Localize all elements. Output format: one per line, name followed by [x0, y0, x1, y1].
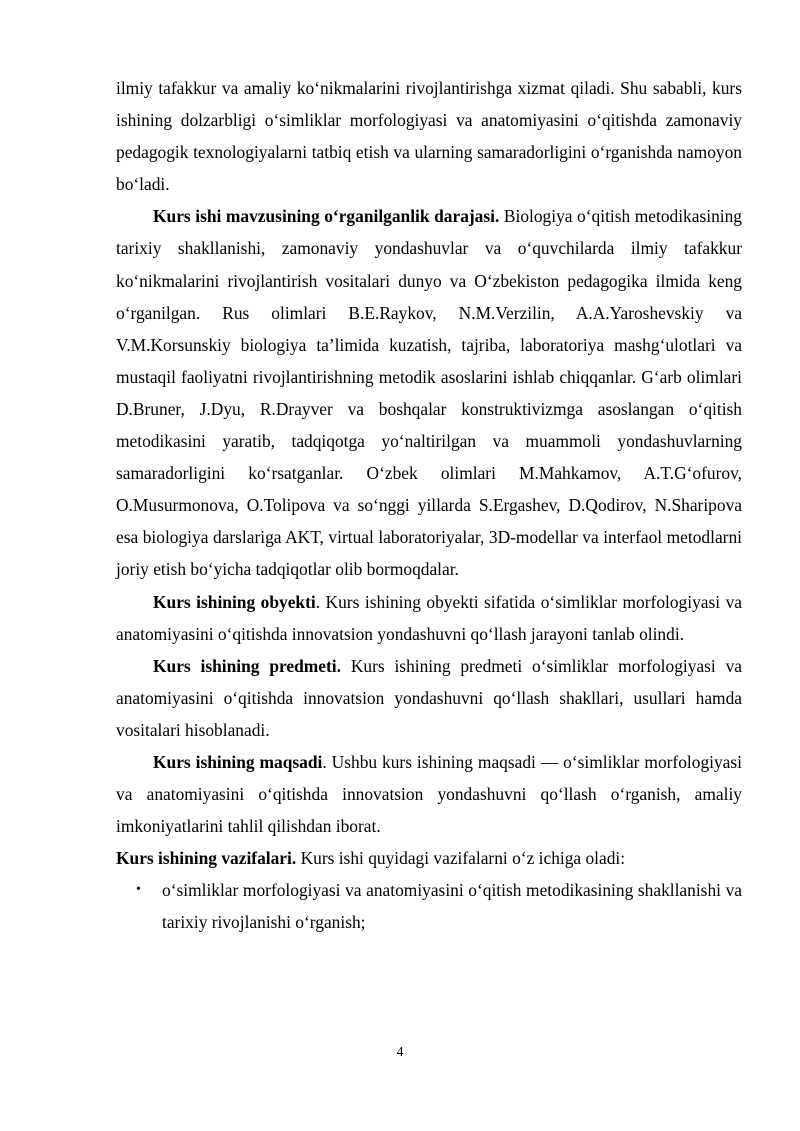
paragraph-object [116, 586, 742, 650]
paragraph-text: . Kurs ishining obyekti sifatida o‘simliklar morfologiyasi va anatomiyasini o‘qitishda innovatsion yondashuvni qo‘llash jarayoni tanlab olindi. [116, 591, 742, 644]
tasks-list [116, 874, 742, 938]
page-number: 4 [396, 1045, 404, 1060]
list-item [116, 874, 742, 938]
paragraph-text: . Ushbu kurs ishining maqsadi — o‘simliklar morfologiyasi va anatomiyasini o‘qitishda innovatsion yondashuvni qo‘llash o‘rganish, amaliy imkoniyatlarini tahlil qilishdan iborat. [116, 751, 742, 837]
paragraph-text: Kurs ishi quyidagi vazifalarni o‘z ichiga oladi: [296, 848, 626, 869]
paragraph-text: Kurs ishining predmeti o‘simliklar morfologiyasi va anatomiyasini o‘qitishda innovatsion yondashuvni qo‘llash shakllari, usullari hamda vositalari hisoblanadi. [116, 655, 742, 740]
paragraph-text: ilmiy tafakkur va amaliy ko‘nikmalarini rivojlantirishga xizmat qiladi. Shu sababli, kurs ishining dolzarbligi o‘simliklar morfologiyasi va anatomiyasini o‘qitishda zamonaviy pedagogik texnologiyalarni tatbiq etish va ularning samaradorligini o‘rganishda namoyon bo‘ladi. [116, 78, 742, 195]
section-heading-object: Kurs ishining obyekti [153, 591, 316, 612]
bullet-icon: • [136, 882, 141, 898]
list-item-text: o‘simliklar morfologiyasi va anatomiyasini o‘qitish metodikasining shakllanishi va tarixiy rivojlanishi o‘rganish; [162, 880, 742, 933]
section-heading-subject: Kurs ishining predmeti. [153, 655, 341, 676]
paragraph-goal [116, 746, 742, 842]
paragraph-study-degree [116, 200, 742, 585]
paragraph-relevance-conclusion [116, 72, 742, 200]
paragraph-subject [116, 650, 742, 746]
document-page [116, 72, 742, 939]
section-heading-study-degree: Kurs ishi mavzusining o‘rganilganlik darajasi. [153, 206, 500, 227]
section-heading-goal: Kurs ishining maqsadi [153, 751, 323, 772]
paragraph-tasks [116, 842, 742, 874]
paragraph-text: Biologiya o‘qitish metodikasining tarixiy shakllanishi, zamonaviy yondashuvlar va o‘quvchilarda ilmiy tafakkur ko‘nikmalarini rivojlantirish vositalari dunyo va O‘zbekiston pedagogika ilmida keng o‘rganilgan. Rus olimlari B.E.Raykov, N.M.Verzilin, A.A.Yaroshevskiy va V.M.Korsunskiy biologiya ta’limida kuzatish, tajriba, laboratoriya mashg‘ulotlari va mustaqil faoliyatni rivojlantirishning metodik asoslarini ishlab chiqqanlar. G‘arb olimlari D.Bruner, J.Dyu, R.Drayver va boshqalar konstruktivizmga asoslangan o‘qitish metodikasini yaratib, tadqiqotga yo‘naltirilgan va muammoli yondashuvlarning samaradorligini ko‘rsatganlar. O‘zbek olimlari M.Mahkamov, A.T.G‘ofurov, O.Musurmonova, O.Tolipova va so‘nggi yillarda S.Ergashev, D.Qodirov, N.Sharipova esa biologiya darslariga AKT, virtual laboratoriyalar, 3D-modellar va interfaol metodlarni joriy etish bo‘yicha tadqiqotlar olib bormoqdalar. [116, 206, 742, 580]
section-heading-tasks: Kurs ishining vazifalari. [116, 848, 297, 869]
